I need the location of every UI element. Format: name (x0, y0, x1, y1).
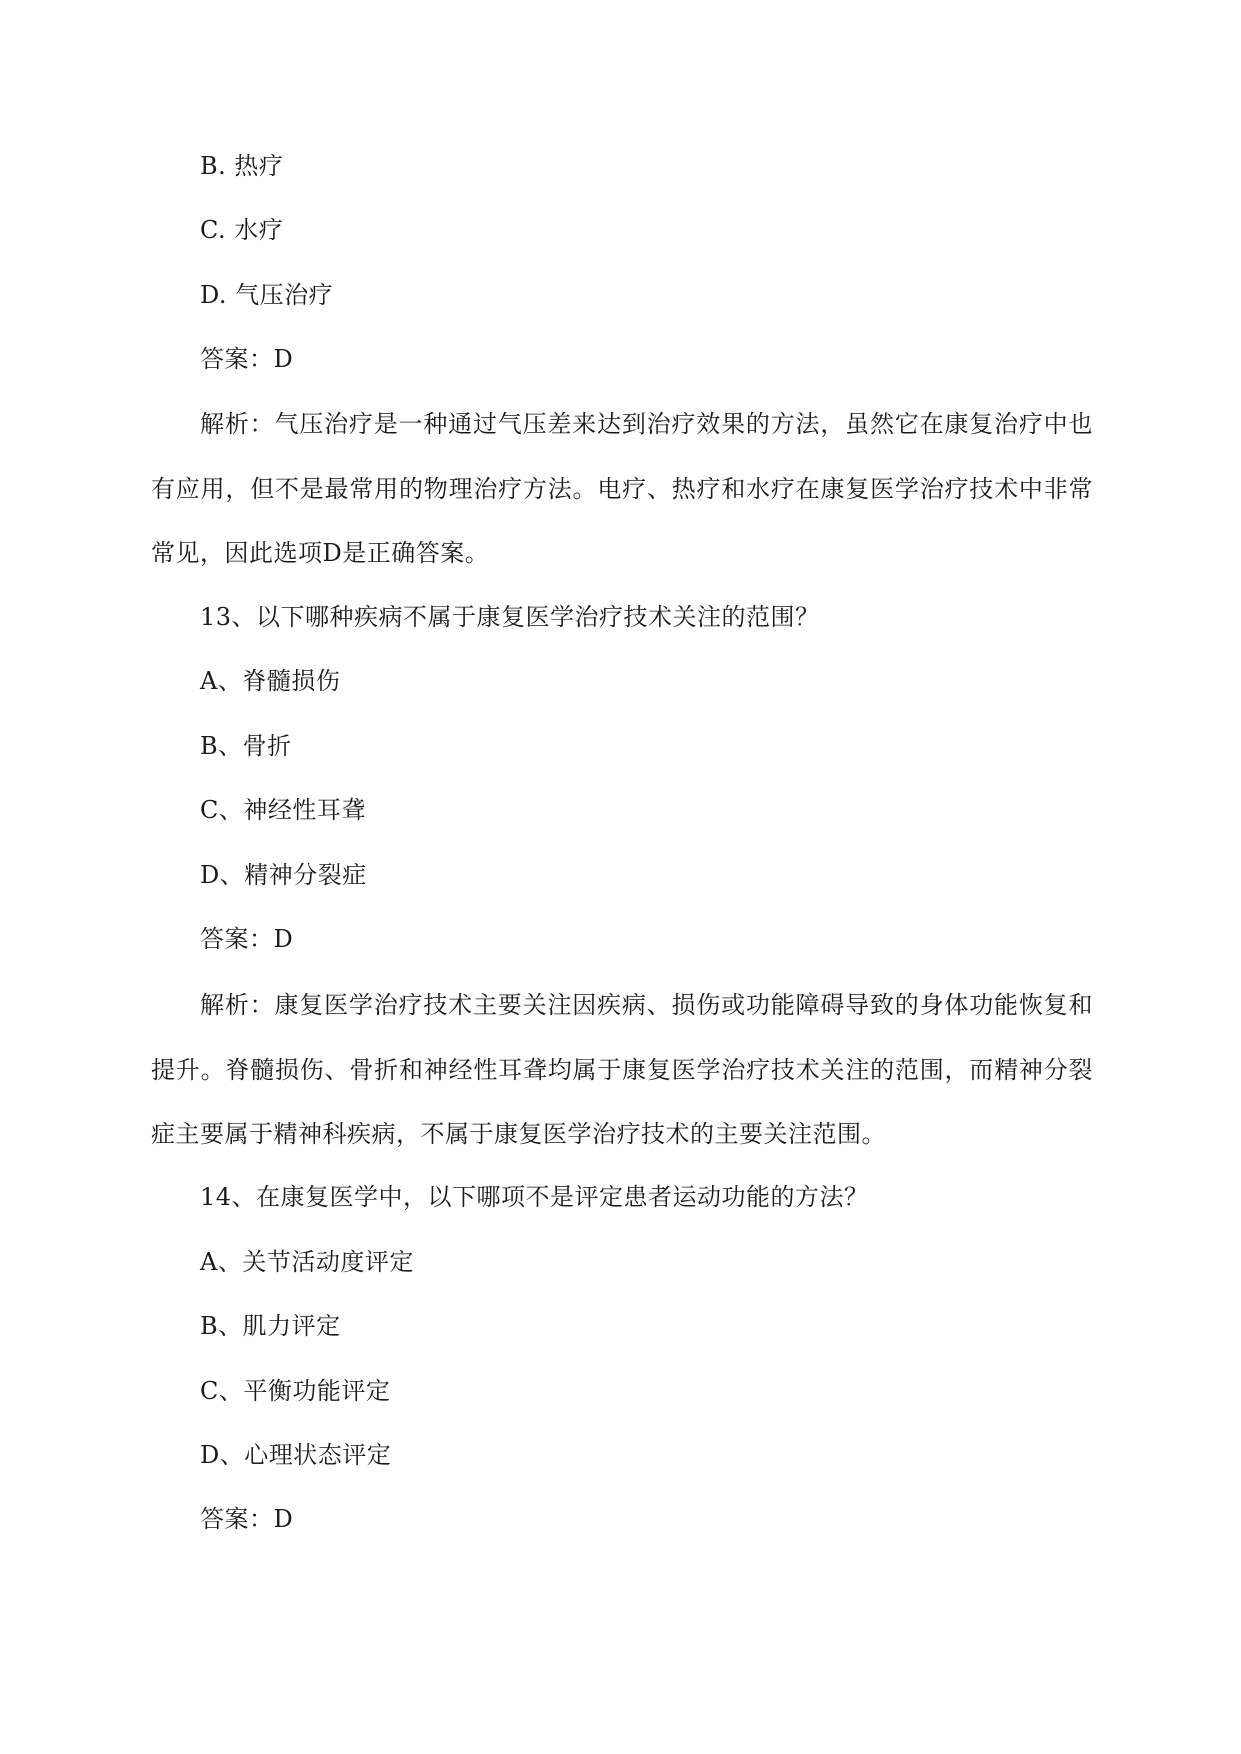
q12-option-c: C. 水疗 (200, 216, 284, 244)
q13-analysis: 解析：康复医学治疗技术主要关注因疾病、损伤或功能障碍导致的身体功能恢复和提升。脊髓损伤、骨折和神经性耳聋均属于康复医学治疗技术关注的范围，而精神分裂症主要属于精神科疾病，不属于康复医学治疗技术的主要关注范围。 (151, 991, 1093, 1148)
q13-answer: 答案：D (200, 925, 294, 953)
q14-option-c: C、平衡功能评定 (200, 1377, 391, 1405)
q14-option-a: A、关节活动度评定 (200, 1248, 414, 1276)
q12-analysis: 解析：气压治疗是一种通过气压差来达到治疗效果的方法，虽然它在康复治疗中也有应用，但不是最常用的物理治疗方法。电疗、热疗和水疗在康复医学治疗技术中非常常见，因此选项D是正确答案。 (151, 410, 1093, 567)
q12-option-d: D. 气压治疗 (200, 281, 334, 309)
q12-option-b: B. 热疗 (200, 152, 284, 180)
q13-option-b: B、骨折 (200, 732, 292, 760)
q13-option-a: A、脊髓损伤 (200, 667, 341, 695)
q13-option-c: C、神经性耳聋 (200, 796, 366, 824)
q14-question: 14、在康复医学中，以下哪项不是评定患者运动功能的方法？ (200, 1183, 869, 1211)
q12-answer: 答案：D (200, 345, 294, 373)
q14-option-d: D、心理状态评定 (200, 1441, 392, 1469)
q13-option-d: D、精神分裂症 (200, 861, 367, 889)
q14-option-b: B、肌力评定 (200, 1312, 341, 1340)
q13-question: 13、以下哪种疾病不属于康复医学治疗技术关注的范围？ (200, 603, 820, 631)
q14-answer: 答案：D (200, 1505, 294, 1533)
